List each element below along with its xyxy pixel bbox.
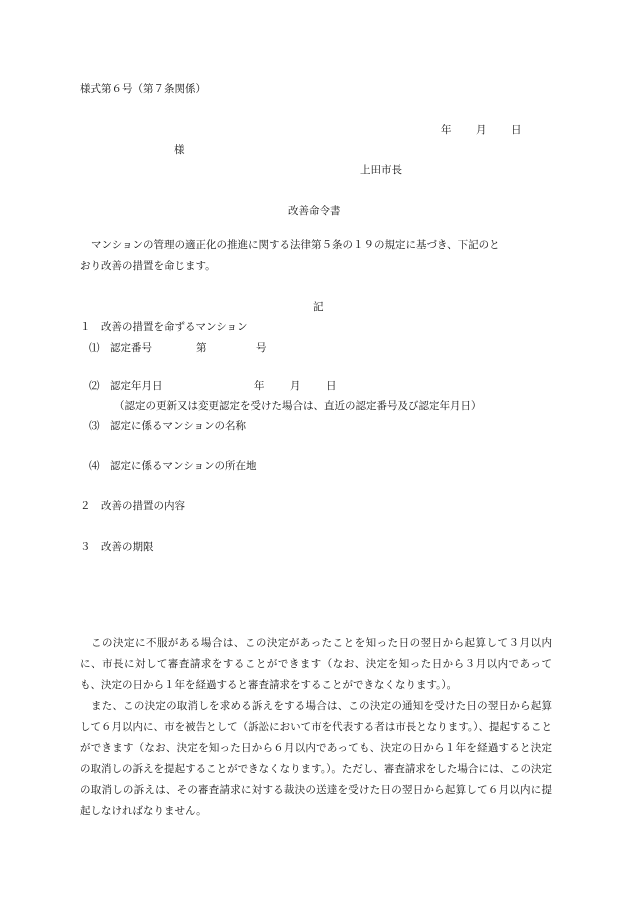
section3-heading: ３ 改善の期限 [80,541,154,553]
intro-line-2: おり改善の措置を命じます。 [80,260,216,272]
item2-note: （認定の更新又は変更認定を受けた場合は、直近の認定番号及び認定年月日） [114,400,482,412]
issuer: 上田市長 [360,164,402,176]
document-title: 改善命令書 [288,205,341,217]
item4-label: ⑷ 認定に係るマンションの所在地 [89,460,257,472]
addressee-suffix: 様 [174,144,185,156]
notice-paragraph-2: また、この決定の取消しを求める訴えをする場合は、この決定の通知を受けた日の翌日から起算して６月以内に、市を被告として（訴訟において市を代表する者は市長となります。）、提起することができます（なお、決定を知った日から６月以内であっても、決定の日から１年を経過すると決定の取消しの訴えを提起することができなくなります。）。ただし、審査請求をした場合には、この決定の取消しの訴えは、その審査請求に対する裁決の送達を受けた日の翌日から起算して６月以内に提起しなければなりません。 [80,700,552,817]
date-month-label: 月 [476,124,487,136]
section2-heading: ２ 改善の措置の内容 [80,500,185,512]
date-year-label: 年 [441,124,452,136]
ki-heading: 記 [313,301,324,313]
form-number: 様式第６号（第７条関係） [80,83,206,95]
date-day-label: 日 [511,124,522,136]
item2-year: 年 [254,380,265,392]
item2-label: ⑵ 認定年月日 [89,380,163,392]
item1-gou: 号 [256,342,267,354]
item1-dai: 第 [196,342,207,354]
item1-label: ⑴ 認定番号 [89,342,152,354]
notice-paragraph-1: この決定に不服がある場合は、この決定があったことを知った日の翌日から起算して３月以内に、市長に対して審査請求をすることができます（なお、決定を知った日から３月以内であっても、決定の日から１年を経過すると審査請求をすることができなくなります。）。 [80,637,552,691]
section1-heading: １ 改善の措置を命ずるマンション [80,321,248,333]
item2-month: 月 [290,380,301,392]
notice [80,633,552,822]
item3-label: ⑶ 認定に係るマンションの名称 [89,420,247,432]
item2-day: 日 [326,380,337,392]
intro-line-1: マンションの管理の適正化の推進に関する法律第５条の１９の規定に基づき、下記のと [91,239,500,251]
